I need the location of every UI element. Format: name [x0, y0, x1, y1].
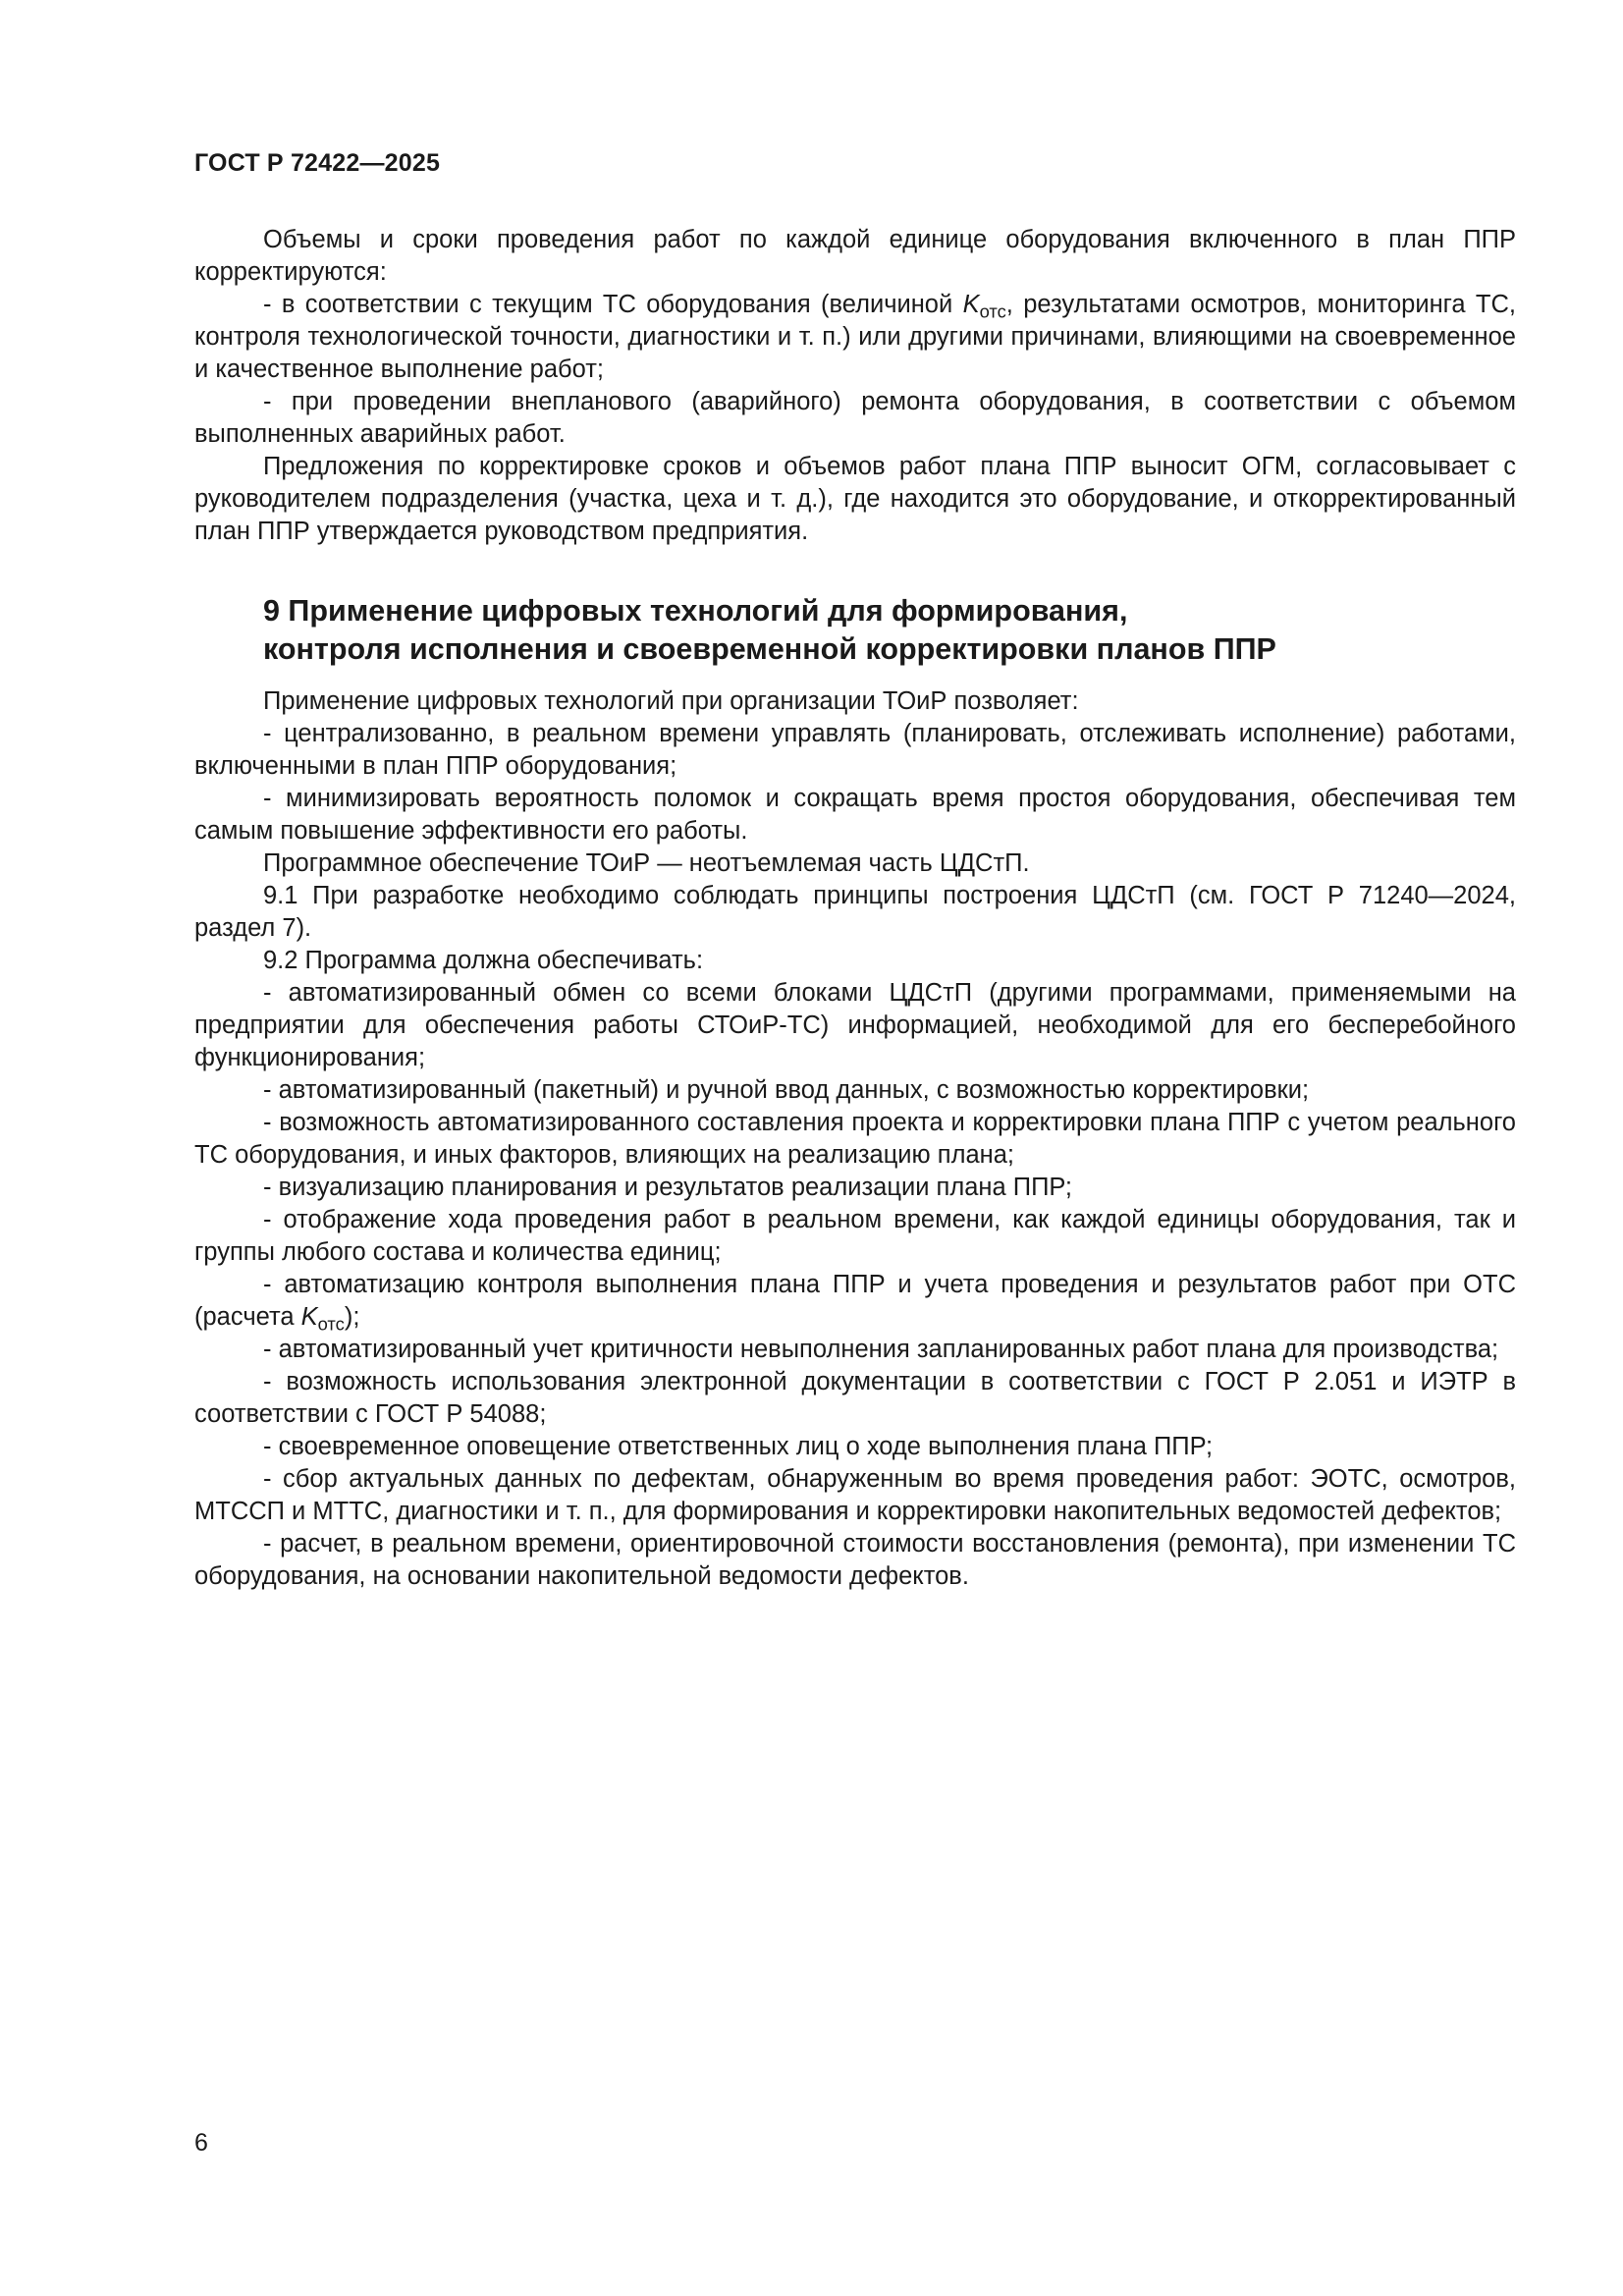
clause-9-1: 9.1 При разработке необходимо соблюдать принципы построения ЦДСтП (см. ГОСТ Р 71240—2024, раздел 7). [194, 882, 1516, 942]
list-item: - автоматизированный (пакетный) и ручной ввод данных, с возможностью корректировки; [263, 1076, 1310, 1104]
section-heading-line: контроля исполнения и своевременной корректировки планов ППР [263, 632, 1276, 666]
list-item: - возможность автоматизированного составления проекта и корректировки плана ППР с учетом реального ТС оборудования, и иных факторов, влияющих на реализацию плана; [194, 1109, 1516, 1169]
section-heading-line: 9 Применение цифровых технологий для формирования, [263, 594, 1128, 628]
paragraph: Предложения по корректировке сроков и объемов работ плана ППР выносит ОГМ, согласовывает с руководителем подразделения (участка, цеха и т. д.), где находится это оборудование, и откорректированный план ППР утверждается руководством предприятия. [194, 453, 1516, 545]
list-item: - сбор актуальных данных по дефектам, обнаруженным во время проведения работ: ЭОТС, осмотров, МТССП и МТТС, диагностики и т. п., для формирования и корректировки накопительных ведомостей дефектов; [194, 1465, 1516, 1525]
paragraph: Программное обеспечение ТОиР — неотъемлемая часть ЦДСтП. [263, 849, 1030, 877]
list-item: - централизованно, в реальном времени управлять (планировать, отслеживать исполнение) работами, включенными в план ППР оборудования; [194, 720, 1516, 780]
k-subscript: отс [979, 301, 1006, 322]
paragraph-block-digital [194, 685, 1516, 1593]
document-header: ГОСТ Р 72422—2025 [194, 149, 441, 177]
list-item: - минимизировать вероятность поломок и сокращать время простоя оборудования, обеспечивая тем самым повышение эффективности его работы. [194, 785, 1516, 845]
k-subscript: отс [317, 1313, 345, 1335]
clause-9-2: 9.2 Программа должна обеспечивать: [263, 947, 704, 974]
paragraph: Объемы и сроки проведения работ по каждой единице оборудования включенного в план ППР корректируются: [194, 226, 1516, 286]
k-symbol: K [962, 291, 980, 318]
list-item: - возможность использования электронной документации в соответствии с ГОСТ Р 2.051 и ИЭТР в соответствии с ГОСТ Р 54088; [194, 1368, 1516, 1428]
list-item: - отображение хода проведения работ в реальном времени, как каждой единицы оборудования, так и группы любого состава и количества единиц; [194, 1206, 1516, 1266]
list-item: - автоматизированный учет критичности невыполнения запланированных работ плана для производства; [263, 1336, 1499, 1363]
list-item: - визуализацию планирования и результатов реализации плана ППР; [263, 1174, 1072, 1201]
paragraph-block-corrections [194, 224, 1516, 548]
list-item: - в соответствии с текущим ТС оборудования (величиной $K_{отс}$, результатами осмотров, мониторинга ТС, контроля технологической точности, диагностики и т. п.) или другими причинами, влияющими на своевременное и качественное выполнение работ; [194, 291, 1516, 383]
list-item: - расчет, в реальном времени, ориентировочной стоимости восстановления (ремонта), при изменении ТС оборудования, на основании накопительной ведомости дефектов. [194, 1530, 1516, 1590]
paragraph: Применение цифровых технологий при организации ТОиР позволяет: [263, 687, 1079, 715]
list-item: - автоматизацию контроля выполнения плана ППР и учета проведения и результатов работ при ОТС (расчета $K_{отс}$); [194, 1271, 1516, 1335]
section-heading [263, 592, 1276, 669]
page-number: 6 [194, 2129, 208, 2157]
k-symbol: K [300, 1303, 318, 1331]
list-item: - при проведении внепланового (аварийного) ремонта оборудования, в соответствии с объемом выполненных аварийных работ. [194, 388, 1516, 448]
list-item: - автоматизированный обмен со всеми блоками ЦДСтП (другими программами, применяемыми на предприятии для обеспечения работы СТОиР-ТС) информацией, необходимой для его бесперебойного функционирования; [194, 979, 1516, 1071]
list-item: - своевременное оповещение ответственных лиц о ходе выполнения плана ППР; [263, 1433, 1214, 1460]
